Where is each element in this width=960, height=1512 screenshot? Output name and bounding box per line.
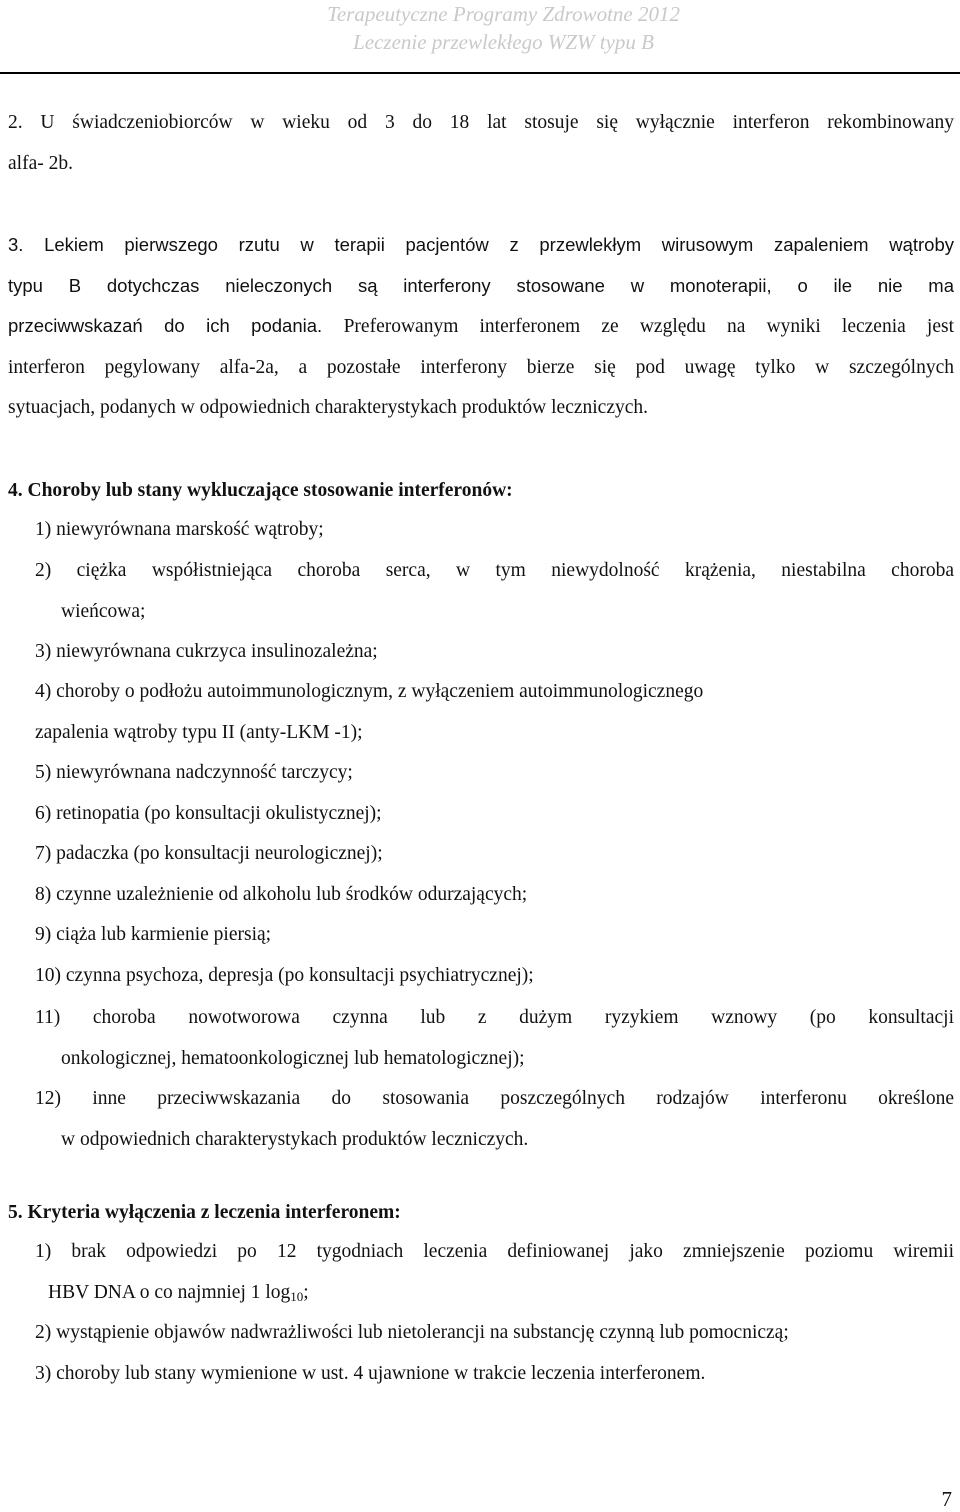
page-number: 7 — [941, 1487, 952, 1511]
section-4-heading: 4. Choroby lub stany wykluczające stosowanie interferonów: — [8, 480, 513, 501]
list-item: 9) ciąża lub karmienie piersią; — [35, 924, 272, 945]
paragraph-3-line-3b: Preferowanym interferonem ze względu na wyniki leczenia jest — [343, 316, 955, 337]
paragraph-3 — [8, 225, 954, 429]
list-item: 2) wystąpienie objawów nadwrażliwości lub nietolerancji na substancję czynną lub pomocniczą; — [35, 1322, 789, 1343]
paragraph-3-line-2: typu B dotychczas nieleczonych są interferony stosowane w monoterapii, o ile nie ma — [8, 274, 954, 296]
list-item: 3) choroby lub stany wymienione w ust. 4 ujawnione w trakcie leczenia interferonem. — [35, 1363, 706, 1384]
list-item-continuation: HBV DNA o co najmniej 1 $\log_{10}$; — [48, 1281, 309, 1304]
list-item: 5) niewyrównana nadczynność tarczycy; — [35, 762, 353, 783]
section-5-heading: 5. Kryteria wyłączenia z leczenia interferonem: — [8, 1202, 401, 1223]
paragraph-3-line-4: interferon pegylowany alfa-2a, a pozostałe interferony bierze się pod uwagę tylko w szczególnych — [8, 356, 954, 378]
list-item: 12) inne przeciwwskazania do stosowania poszczególnych rodzajów interferonu określone w odpowiednich charakterystykach produktów leczniczych. — [35, 1088, 954, 1150]
paragraph-3-line-5: sytuacjach, podanych w odpowiednich charakterystykach produktów leczniczych. — [8, 397, 649, 418]
list-item: 8) czynne uzależnienie od alkoholu lub środków odurzających; — [35, 884, 528, 905]
list-item: zapalenia wątroby typu II (anty-LKM -1); — [35, 722, 363, 743]
paragraph-3-line-3a: przeciwwskazań do ich podania. — [8, 315, 323, 336]
header-rule — [0, 72, 960, 74]
list-item: 7) padaczka (po konsultacji neurologicznej); — [35, 843, 383, 864]
paragraph-3-line-1: 3. Lekiem pierwszego rzutu w terapii pacjentów z przewlekłym wirusowym zapaleniem wątroby — [8, 234, 954, 255]
list-item: 1) brak odpowiedzi po 12 tygodniach leczenia definiowanej jako zmniejszenie poziomu wiremii HBV DNA o co najmniej 1 $\log_{10}$; — [35, 1232, 954, 1317]
paragraph-3-line-3 — [8, 306, 954, 348]
header-program-title: Terapeutyczne Programy Zdrowotne 2012 — [327, 2, 680, 26]
paragraph-2 — [8, 103, 954, 184]
running-header — [327, 0, 680, 56]
list-item: 2) ciężka współistniejąca choroba serca, w tym niewydolność krążenia, niestabilna choroba wieńcowa; — [35, 560, 954, 622]
list-item: 6) retinopatia (po konsultacji okulistycznej); — [35, 803, 382, 824]
paragraph-2-line-1: 2. U świadczeniobiorców w wieku od 3 do 18 lat stosuje się wyłącznie interferon rekombinowany — [8, 112, 954, 133]
header-program-subtitle: Leczenie przewlekłego WZW typu B — [353, 30, 654, 54]
list-item: 4) choroby o podłożu autoimmunologicznym, z wyłączeniem autoimmunologicznego — [35, 681, 704, 702]
paragraph-2-line-2: alfa- 2b. — [8, 152, 73, 174]
list-item: 11) choroba nowotworowa czynna lub z dużym ryzykiem wznowy (po konsultacji onkologicznej, hematoonkologicznej lub hematologicznej); — [35, 1007, 954, 1069]
list-item: 10) czynna psychoza, depresja (po konsultacji psychiatrycznej); — [35, 965, 534, 986]
list-item: 3) niewyrównana cukrzyca insulinozależna; — [35, 641, 378, 662]
list-item: 1) niewyrównana marskość wątroby; — [35, 519, 324, 540]
